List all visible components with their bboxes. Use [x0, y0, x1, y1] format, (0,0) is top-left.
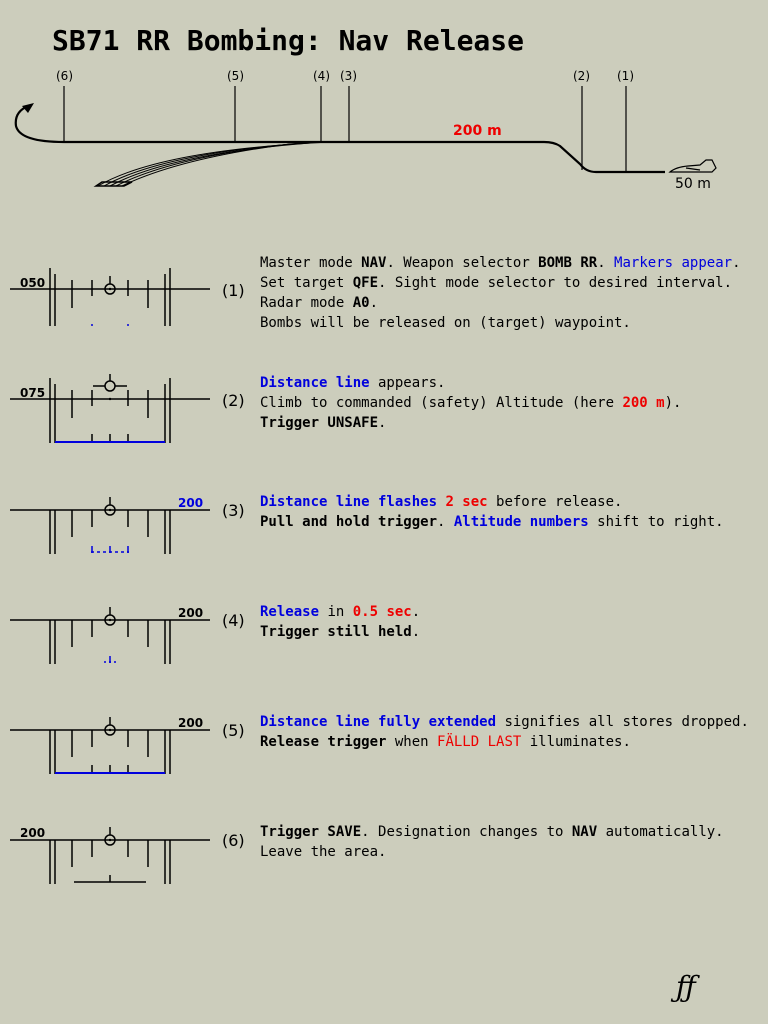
step-description [260, 492, 724, 532]
step-text-line [260, 842, 724, 862]
marker-label-4: (4) [313, 69, 330, 83]
text-run: NAV [571, 824, 598, 840]
text-run: QFE [352, 275, 379, 291]
sight-display-5 [0, 697, 220, 777]
text-run: in [319, 604, 353, 620]
step-text-line [260, 373, 681, 393]
text-run: BOMB RR [538, 255, 598, 271]
text-run: . Weapon selector [386, 255, 539, 271]
step-number: (3) [222, 501, 245, 520]
step-number: (2) [222, 391, 245, 410]
text-run: . Sight mode selector to desired interval. [378, 275, 733, 291]
step-text-line [260, 273, 741, 293]
text-run: Leave the area. [260, 844, 387, 860]
altitude-high-label: 200 m [453, 123, 502, 139]
altitude-readout: 075 [20, 386, 46, 400]
text-run: Distance line flashes [260, 494, 446, 510]
step-number: (1) [222, 281, 245, 300]
sight-display-3 [0, 477, 220, 557]
text-run: 2 sec [445, 494, 488, 510]
step-text-line [260, 492, 724, 512]
text-run: 0.5 sec [352, 604, 412, 620]
text-run: automatically. [597, 824, 724, 840]
text-run: Trigger SAVE [260, 824, 362, 840]
step-text-line [260, 732, 749, 752]
step-text-line [260, 712, 749, 732]
step-description [260, 602, 420, 642]
step-text-line [260, 293, 741, 313]
text-run: 200 m [622, 395, 665, 411]
altitude-readout: 200 [178, 496, 204, 510]
text-run: . [732, 255, 741, 271]
step-number: (6) [222, 831, 245, 850]
text-run: shift to right. [588, 514, 724, 530]
marker-label-1: (1) [617, 69, 634, 83]
text-run: . [369, 295, 379, 311]
page-title: SB71 RR Bombing: Nav Release [52, 24, 525, 57]
step-description [260, 822, 724, 862]
marker-label-2: (2) [573, 69, 590, 83]
step-text-line [260, 413, 681, 433]
step-description [260, 253, 741, 333]
author-signature: ƒƒ [676, 970, 696, 1003]
marker-label-6: (6) [56, 69, 73, 83]
text-run: . [378, 415, 387, 431]
text-run: . Designation changes to [361, 824, 572, 840]
sight-display-4 [0, 587, 220, 667]
altitude-readout: 200 [20, 826, 46, 840]
step-text-line [260, 393, 681, 413]
altitude-readout: 050 [20, 276, 46, 290]
text-run: Markers appear [614, 255, 733, 271]
step-description [260, 373, 681, 433]
step-description [260, 712, 749, 752]
step-text-line [260, 313, 741, 333]
text-run: Radar mode [260, 295, 353, 311]
text-run: . [437, 514, 454, 530]
text-run: . [411, 604, 421, 620]
aircraft-icon [670, 160, 716, 172]
text-run: Release trigger [260, 734, 387, 750]
step-text-line [260, 512, 724, 532]
text-run: Pull and hold trigger [260, 514, 438, 530]
text-run: Climb to commanded (safety) Altitude (here [260, 395, 623, 411]
sight-display-6 [0, 807, 220, 887]
text-run: Release [260, 604, 320, 620]
turn-arrowhead [22, 103, 34, 113]
text-run: Set target [260, 275, 353, 291]
text-run: . [411, 624, 421, 640]
step-text-line [260, 253, 741, 273]
text-run: . [597, 255, 615, 271]
text-run: Distance line [260, 375, 370, 391]
step-number: (5) [222, 721, 245, 740]
text-run: signifies all stores dropped. [496, 714, 749, 730]
marker-label-3: (3) [340, 69, 357, 83]
text-run: Bombs will be released on (target) waypoint. [260, 315, 631, 331]
altitude-readout: 200 [178, 716, 204, 730]
text-run: Trigger UNSAFE [260, 415, 379, 431]
text-run: Altitude numbers [453, 514, 589, 530]
sight-display-1 [0, 256, 220, 326]
text-run: A0 [352, 295, 370, 311]
text-run: Distance line fully extended [260, 714, 497, 730]
text-run: Master mode [260, 255, 362, 271]
step-text-line [260, 822, 724, 842]
text-run: illuminates. [521, 734, 631, 750]
text-run: appears. [369, 375, 446, 391]
marker-label-5: (5) [227, 69, 244, 83]
altitude-readout: 200 [178, 606, 204, 620]
text-run: FÄLLD LAST [437, 734, 522, 750]
altitude-low-label: 50 m [675, 176, 711, 192]
flight-profile-diagram [0, 0, 768, 230]
text-run: Trigger still held [260, 624, 412, 640]
text-run: NAV [361, 255, 387, 271]
text-run: before release. [487, 494, 623, 510]
text-run: ). [664, 395, 682, 411]
step-text-line [260, 602, 420, 622]
text-run: when [386, 734, 438, 750]
step-number: (4) [222, 611, 245, 630]
step-text-line [260, 622, 420, 642]
flight-path [16, 106, 665, 172]
bomb-trajectories [98, 142, 330, 186]
sight-display-2 [0, 366, 220, 446]
